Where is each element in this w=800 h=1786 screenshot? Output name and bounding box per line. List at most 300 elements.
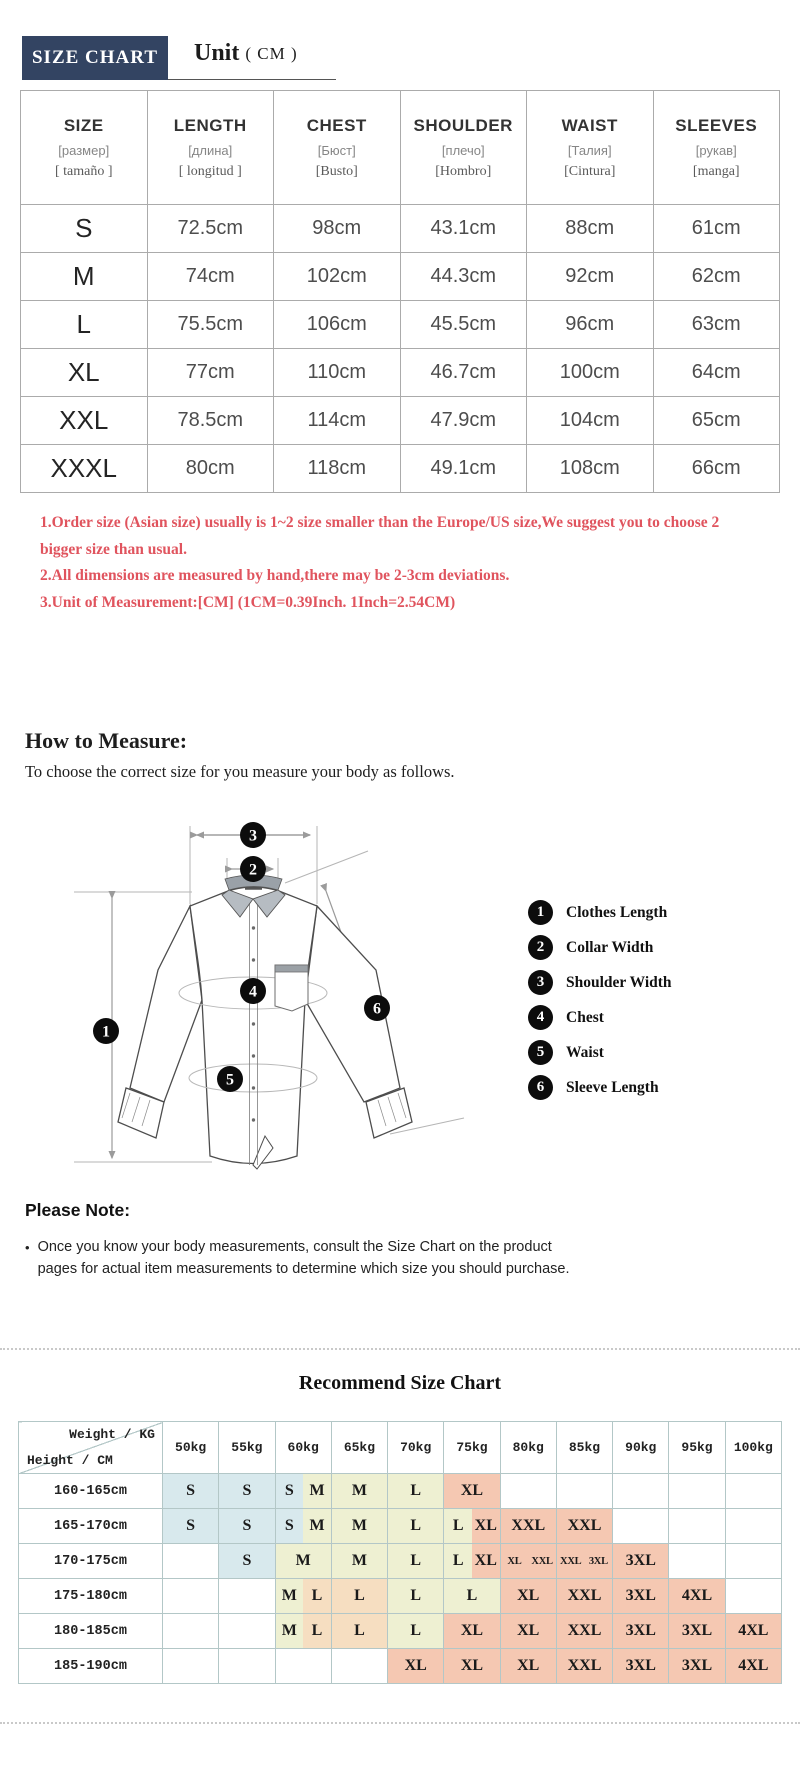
rec-cell xyxy=(444,1544,500,1579)
rec-size-XL: XL xyxy=(444,1474,499,1508)
rec-cell-segments xyxy=(613,1649,668,1683)
weight-header-60kg: 60kg xyxy=(275,1422,331,1474)
rec-size-XXL: XXL xyxy=(557,1544,585,1578)
column-label-en: SLEEVES xyxy=(675,115,758,135)
rec-cell xyxy=(219,1509,275,1544)
column-header-chest xyxy=(274,91,401,205)
diagram-marker-6 xyxy=(364,995,390,1021)
rec-cell xyxy=(163,1579,219,1614)
size-name: L xyxy=(21,301,148,349)
rec-size-S: S xyxy=(163,1509,218,1543)
svg-text:2: 2 xyxy=(249,861,257,879)
rec-cell xyxy=(613,1544,669,1579)
weight-header-50kg: 50kg xyxy=(163,1422,219,1474)
shirt-illustration xyxy=(60,788,470,1186)
rec-cell-segments xyxy=(332,1544,387,1578)
rec-cell xyxy=(725,1544,781,1579)
rec-cell xyxy=(500,1649,556,1684)
size-measurement: 66cm xyxy=(653,445,780,493)
rec-cell xyxy=(725,1579,781,1614)
size-measurement: 65cm xyxy=(653,397,780,445)
height-label: 185-190cm xyxy=(19,1649,163,1684)
column-label-ru: [длина] xyxy=(188,142,233,158)
size-row-xxxl xyxy=(21,445,780,493)
rec-cell xyxy=(275,1544,331,1579)
rec-row-165-170cm xyxy=(19,1509,782,1544)
rec-cell xyxy=(163,1474,219,1509)
rec-cell xyxy=(725,1614,781,1649)
rec-cell xyxy=(500,1509,556,1544)
rec-cell-segments xyxy=(501,1544,556,1578)
column-header-size xyxy=(21,91,148,205)
rec-cell-segments xyxy=(332,1474,387,1508)
rec-cell-segments xyxy=(444,1544,499,1578)
rec-row-180-185cm xyxy=(19,1614,782,1649)
weight-header-100kg: 100kg xyxy=(725,1422,781,1474)
rec-cell-segments xyxy=(726,1614,781,1648)
rec-cell xyxy=(500,1544,556,1579)
measurement-diagram xyxy=(0,788,800,1186)
rec-cell xyxy=(331,1649,387,1684)
rec-cell xyxy=(725,1649,781,1684)
rec-cell-segments xyxy=(501,1614,556,1648)
size-measurement: 92cm xyxy=(527,253,654,301)
size-measurement: 80cm xyxy=(147,445,274,493)
rec-cell-segments xyxy=(557,1614,612,1648)
rec-cell xyxy=(444,1579,500,1614)
rec-cell xyxy=(500,1579,556,1614)
height-label: 160-165cm xyxy=(19,1474,163,1509)
rec-cell-segments xyxy=(276,1544,331,1578)
rec-cell-segments xyxy=(501,1579,556,1613)
rec-cell-segments xyxy=(276,1579,331,1613)
rec-cell xyxy=(388,1579,444,1614)
legend-label: Shoulder Width xyxy=(566,973,672,991)
rec-cell xyxy=(331,1474,387,1509)
rec-cell-segments xyxy=(388,1649,443,1683)
shirt-body xyxy=(118,875,412,1169)
svg-text:6: 6 xyxy=(373,1000,381,1018)
rec-cell xyxy=(613,1649,669,1684)
column-header-length xyxy=(147,91,274,205)
rec-cell xyxy=(219,1579,275,1614)
legend-number-badge: 4 xyxy=(528,1005,553,1030)
rec-cell xyxy=(444,1649,500,1684)
rec-size-M: M xyxy=(276,1579,304,1613)
rec-cell xyxy=(388,1614,444,1649)
rec-cell xyxy=(331,1544,387,1579)
rec-size-S: S xyxy=(163,1474,218,1508)
rec-cell xyxy=(556,1544,612,1579)
rec-size-XL: XL xyxy=(472,1544,500,1578)
rec-size-4XL: 4XL xyxy=(669,1579,724,1613)
column-header-waist xyxy=(527,91,654,205)
size-measurement: 110cm xyxy=(274,349,401,397)
rec-row-175-180cm xyxy=(19,1579,782,1614)
height-label: 180-185cm xyxy=(19,1614,163,1649)
rec-size-M: M xyxy=(303,1509,331,1543)
rec-cell-segments xyxy=(219,1544,274,1578)
measure-legend xyxy=(528,900,672,1110)
rec-cell xyxy=(331,1579,387,1614)
rec-cell-segments xyxy=(219,1509,274,1543)
rec-cell xyxy=(388,1649,444,1684)
height-label: 175-180cm xyxy=(19,1579,163,1614)
size-measurement: 49.1cm xyxy=(400,445,527,493)
svg-text:1: 1 xyxy=(102,1023,110,1041)
size-chart-badge: SIZE CHART xyxy=(22,36,168,80)
rec-size-L: L xyxy=(444,1579,499,1613)
svg-text:5: 5 xyxy=(226,1071,234,1089)
size-name: M xyxy=(21,253,148,301)
diagram-marker-1 xyxy=(93,1018,119,1044)
rec-cell xyxy=(219,1649,275,1684)
rec-cell-segments xyxy=(388,1474,443,1508)
column-label-es: [Hombro] xyxy=(435,163,492,179)
rec-size-XXL: XXL xyxy=(557,1614,612,1648)
column-label-es: [ longitud ] xyxy=(178,163,242,179)
height-label: 170-175cm xyxy=(19,1544,163,1579)
rec-cell xyxy=(219,1474,275,1509)
rec-cell-segments xyxy=(669,1614,724,1648)
rec-size-M: M xyxy=(276,1614,304,1648)
rec-cell-segments xyxy=(163,1509,218,1543)
rec-cell-segments xyxy=(557,1509,612,1543)
rec-cell xyxy=(163,1614,219,1649)
corner-weight-label: Weight / KG xyxy=(69,1427,155,1442)
order-notes xyxy=(40,510,750,616)
rec-size-S: S xyxy=(276,1474,304,1508)
size-measurement: 45.5cm xyxy=(400,301,527,349)
rec-cell-segments xyxy=(557,1649,612,1683)
rec-size-L: L xyxy=(303,1614,331,1648)
size-measurement: 102cm xyxy=(274,253,401,301)
rec-size-L: L xyxy=(388,1474,443,1508)
rec-cell xyxy=(388,1474,444,1509)
rec-cell xyxy=(275,1579,331,1614)
rec-size-L: L xyxy=(388,1614,443,1648)
column-label-ru: [рукав] xyxy=(695,142,737,158)
weight-header-70kg: 70kg xyxy=(388,1422,444,1474)
rec-size-XL: XL xyxy=(444,1649,499,1683)
rec-size-L: L xyxy=(388,1509,443,1543)
column-label-en: WAIST xyxy=(561,115,618,135)
rec-size-XXL: XXL xyxy=(557,1579,612,1613)
rec-size-XL: XL xyxy=(501,1649,556,1683)
rec-size-3XL: 3XL xyxy=(585,1544,613,1578)
rec-cell xyxy=(669,1649,725,1684)
rec-size-XL: XL xyxy=(501,1579,556,1613)
column-label-en: LENGTH xyxy=(173,115,247,135)
rec-cell xyxy=(725,1474,781,1509)
rec-cell xyxy=(275,1649,331,1684)
rec-size-L: L xyxy=(444,1509,472,1543)
size-measurement: 108cm xyxy=(527,445,654,493)
please-note-body: Once you know your body measurements, consult the Size Chart on the product pages for actual item measurements to determine which size you should purchase. xyxy=(37,1239,570,1277)
diagram-marker-5 xyxy=(217,1066,243,1092)
rec-cell xyxy=(444,1614,500,1649)
rec-size-XXL: XXL xyxy=(501,1509,556,1543)
please-note-text xyxy=(25,1237,590,1280)
size-measurement: 100cm xyxy=(527,349,654,397)
legend-number-badge: 3 xyxy=(528,970,553,995)
rec-cell xyxy=(331,1614,387,1649)
size-measurement: 114cm xyxy=(274,397,401,445)
rec-size-M: M xyxy=(276,1544,331,1578)
legend-item-6 xyxy=(528,1075,672,1100)
rec-cell-segments xyxy=(219,1474,274,1508)
rec-cell-segments xyxy=(444,1509,499,1543)
svg-text:3: 3 xyxy=(249,827,257,845)
rec-size-3XL: 3XL xyxy=(669,1614,724,1648)
size-measurement: 74cm xyxy=(147,253,274,301)
rec-cell-segments xyxy=(388,1544,443,1578)
bullet-icon: • xyxy=(25,1240,30,1255)
column-header-sleeves xyxy=(653,91,780,205)
rec-cell-segments xyxy=(388,1579,443,1613)
size-row-xxl xyxy=(21,397,780,445)
weight-header-75kg: 75kg xyxy=(444,1422,500,1474)
unit-text: Unit xyxy=(194,40,240,66)
rec-cell-segments xyxy=(613,1614,668,1648)
order-note-3: 3.Unit of Measurement:[CM] (1CM=0.39Inch. 1Inch=2.54CM) xyxy=(40,593,456,611)
weight-header-65kg: 65kg xyxy=(331,1422,387,1474)
rec-size-XXL: XXL xyxy=(557,1649,612,1683)
legend-item-1 xyxy=(528,900,672,925)
rec-size-3XL: 3XL xyxy=(613,1579,668,1613)
column-label-es: [ tamaño ] xyxy=(54,163,113,179)
rec-cell xyxy=(556,1509,612,1544)
rec-size-XL: XL xyxy=(388,1649,443,1683)
size-row-xl xyxy=(21,349,780,397)
rec-cell-segments xyxy=(444,1614,499,1648)
rec-cell-segments xyxy=(276,1614,331,1648)
how-to-measure-subtitle: To choose the correct size for you measure your body as follows. xyxy=(25,762,455,781)
rec-size-S: S xyxy=(219,1544,274,1578)
size-measurement: 98cm xyxy=(274,205,401,253)
rec-cell-segments xyxy=(444,1579,499,1613)
rec-cell xyxy=(388,1544,444,1579)
rec-size-XL: XL xyxy=(444,1614,499,1648)
diagram-marker-2 xyxy=(240,856,266,882)
size-measurement: 72.5cm xyxy=(147,205,274,253)
rec-cell-segments xyxy=(276,1474,331,1508)
size-name: XL xyxy=(21,349,148,397)
order-note-1: 1.Order size (Asian size) usually is 1~2 size smaller than the Europe/US size,We suggest you to choose 2 bigger size than usual. xyxy=(40,514,720,558)
weight-header-55kg: 55kg xyxy=(219,1422,275,1474)
column-label-ru: [плечо] xyxy=(441,142,485,158)
size-measurements-table xyxy=(20,90,780,493)
size-row-s xyxy=(21,205,780,253)
weight-header-95kg: 95kg xyxy=(669,1422,725,1474)
how-to-measure-title: How to Measure: xyxy=(25,728,188,753)
rec-size-L: L xyxy=(332,1579,387,1613)
rec-size-L: L xyxy=(388,1544,443,1578)
rec-size-M: M xyxy=(303,1474,331,1508)
rec-cell xyxy=(556,1474,612,1509)
legend-item-2 xyxy=(528,935,672,960)
column-label-ru: [Талия] xyxy=(567,142,612,158)
size-measurement: 47.9cm xyxy=(400,397,527,445)
rec-cell xyxy=(556,1614,612,1649)
size-measurement: 104cm xyxy=(527,397,654,445)
size-table-header-row xyxy=(21,91,780,205)
rec-cell-segments xyxy=(557,1544,612,1578)
unit-cm-text: ( CM ) xyxy=(245,43,298,63)
size-measurement: 77cm xyxy=(147,349,274,397)
column-label-es: [Busto] xyxy=(315,163,358,179)
rec-cell xyxy=(219,1544,275,1579)
recommend-chart-title: Recommend Size Chart xyxy=(298,1372,502,1394)
rec-cell xyxy=(275,1474,331,1509)
legend-number-badge: 2 xyxy=(528,935,553,960)
please-note-title: Please Note: xyxy=(25,1200,131,1220)
rec-cell-segments xyxy=(276,1509,331,1543)
column-label-en: SHOULDER xyxy=(413,115,513,135)
size-measurement: 106cm xyxy=(274,301,401,349)
legend-item-3 xyxy=(528,970,672,995)
size-measurement: 44.3cm xyxy=(400,253,527,301)
rec-cell-segments xyxy=(726,1649,781,1683)
weight-header-85kg: 85kg xyxy=(556,1422,612,1474)
rec-corner-cell xyxy=(19,1422,163,1474)
rec-size-XL: XL xyxy=(472,1509,500,1543)
page-header xyxy=(22,36,800,80)
rec-cell-segments xyxy=(388,1509,443,1543)
rec-cell-segments xyxy=(557,1579,612,1613)
rec-cell xyxy=(500,1474,556,1509)
rec-size-M: M xyxy=(332,1544,387,1578)
rec-cell xyxy=(669,1474,725,1509)
column-label-es: [Cintura] xyxy=(564,163,616,179)
weight-header-80kg: 80kg xyxy=(500,1422,556,1474)
rec-cell-segments xyxy=(613,1579,668,1613)
column-header-shoulder xyxy=(400,91,527,205)
rec-cell xyxy=(163,1544,219,1579)
rec-cell-segments xyxy=(501,1649,556,1683)
rec-cell xyxy=(669,1509,725,1544)
rec-cell xyxy=(331,1509,387,1544)
rec-cell xyxy=(163,1649,219,1684)
rec-cell xyxy=(613,1614,669,1649)
rec-cell xyxy=(725,1509,781,1544)
rec-size-M: M xyxy=(332,1509,387,1543)
rec-cell-segments xyxy=(332,1614,387,1648)
size-row-m xyxy=(21,253,780,301)
rec-cell xyxy=(275,1509,331,1544)
rec-cell xyxy=(163,1509,219,1544)
order-note-2: 2.All dimensions are measured by hand,there may be 2-3cm deviations. xyxy=(40,567,510,584)
recommend-size-table xyxy=(18,1421,782,1684)
size-measurement: 43.1cm xyxy=(400,205,527,253)
size-measurement: 88cm xyxy=(527,205,654,253)
legend-label: Clothes Length xyxy=(566,903,668,921)
rec-cell xyxy=(556,1579,612,1614)
rec-cell xyxy=(669,1544,725,1579)
size-measurement: 75.5cm xyxy=(147,301,274,349)
rec-cell xyxy=(613,1579,669,1614)
rec-size-XL: XL xyxy=(501,1544,529,1578)
rec-cell-segments xyxy=(388,1614,443,1648)
divider-dotted-bottom xyxy=(0,1722,800,1724)
rec-cell xyxy=(669,1579,725,1614)
rec-size-XXL: XXL xyxy=(557,1509,612,1543)
rec-size-4XL: 4XL xyxy=(726,1614,781,1648)
rec-row-170-175cm xyxy=(19,1544,782,1579)
size-measurement: 46.7cm xyxy=(400,349,527,397)
rec-cell xyxy=(219,1614,275,1649)
rec-cell xyxy=(556,1649,612,1684)
diagram-marker-4 xyxy=(240,978,266,1004)
column-label-en: CHEST xyxy=(306,115,367,135)
size-measurement: 96cm xyxy=(527,301,654,349)
rec-cell xyxy=(388,1509,444,1544)
legend-number-badge: 6 xyxy=(528,1075,553,1100)
column-label-en: SIZE xyxy=(63,115,104,135)
rec-cell-segments xyxy=(332,1579,387,1613)
svg-text:4: 4 xyxy=(249,983,257,1001)
rec-cell-segments xyxy=(613,1544,668,1578)
rec-size-S: S xyxy=(219,1474,274,1508)
rec-cell-segments xyxy=(501,1509,556,1543)
rec-cell-segments xyxy=(444,1474,499,1508)
size-measurement: 62cm xyxy=(653,253,780,301)
rec-size-XL: XL xyxy=(501,1614,556,1648)
rec-cell-segments xyxy=(444,1649,499,1683)
size-measurement: 64cm xyxy=(653,349,780,397)
unit-label xyxy=(168,36,336,80)
diagram-marker-3 xyxy=(240,822,266,848)
please-note-section xyxy=(25,1200,590,1280)
rec-size-3XL: 3XL xyxy=(613,1649,668,1683)
rec-row-160-165cm xyxy=(19,1474,782,1509)
legend-label: Waist xyxy=(566,1043,604,1061)
size-measurement: 61cm xyxy=(653,205,780,253)
size-measurement: 63cm xyxy=(653,301,780,349)
rec-cell xyxy=(613,1509,669,1544)
legend-label: Collar Width xyxy=(566,938,654,956)
rec-size-L: L xyxy=(444,1544,472,1578)
rec-cell xyxy=(669,1614,725,1649)
rec-size-4XL: 4XL xyxy=(726,1649,781,1683)
legend-label: Chest xyxy=(566,1008,604,1026)
rec-size-L: L xyxy=(388,1579,443,1613)
weight-header-90kg: 90kg xyxy=(613,1422,669,1474)
rec-cell xyxy=(613,1474,669,1509)
size-row-l xyxy=(21,301,780,349)
legend-item-4 xyxy=(528,1005,672,1030)
rec-cell xyxy=(500,1614,556,1649)
rec-size-3XL: 3XL xyxy=(669,1649,724,1683)
size-name: S xyxy=(21,205,148,253)
height-label: 165-170cm xyxy=(19,1509,163,1544)
rec-cell-segments xyxy=(163,1474,218,1508)
size-name: XXXL xyxy=(21,445,148,493)
divider-dotted-top xyxy=(0,1348,800,1350)
rec-cell xyxy=(444,1509,500,1544)
rec-cell-segments xyxy=(669,1649,724,1683)
size-measurement: 78.5cm xyxy=(147,397,274,445)
legend-number-badge: 5 xyxy=(528,1040,553,1065)
rec-size-S: S xyxy=(276,1509,304,1543)
rec-size-S: S xyxy=(219,1509,274,1543)
rec-size-3XL: 3XL xyxy=(613,1544,668,1578)
rec-size-M: M xyxy=(332,1474,387,1508)
rec-cell xyxy=(444,1474,500,1509)
corner-height-label: Height / CM xyxy=(27,1453,113,1468)
rec-size-XXL: XXL xyxy=(528,1544,556,1578)
rec-size-L: L xyxy=(303,1579,331,1613)
